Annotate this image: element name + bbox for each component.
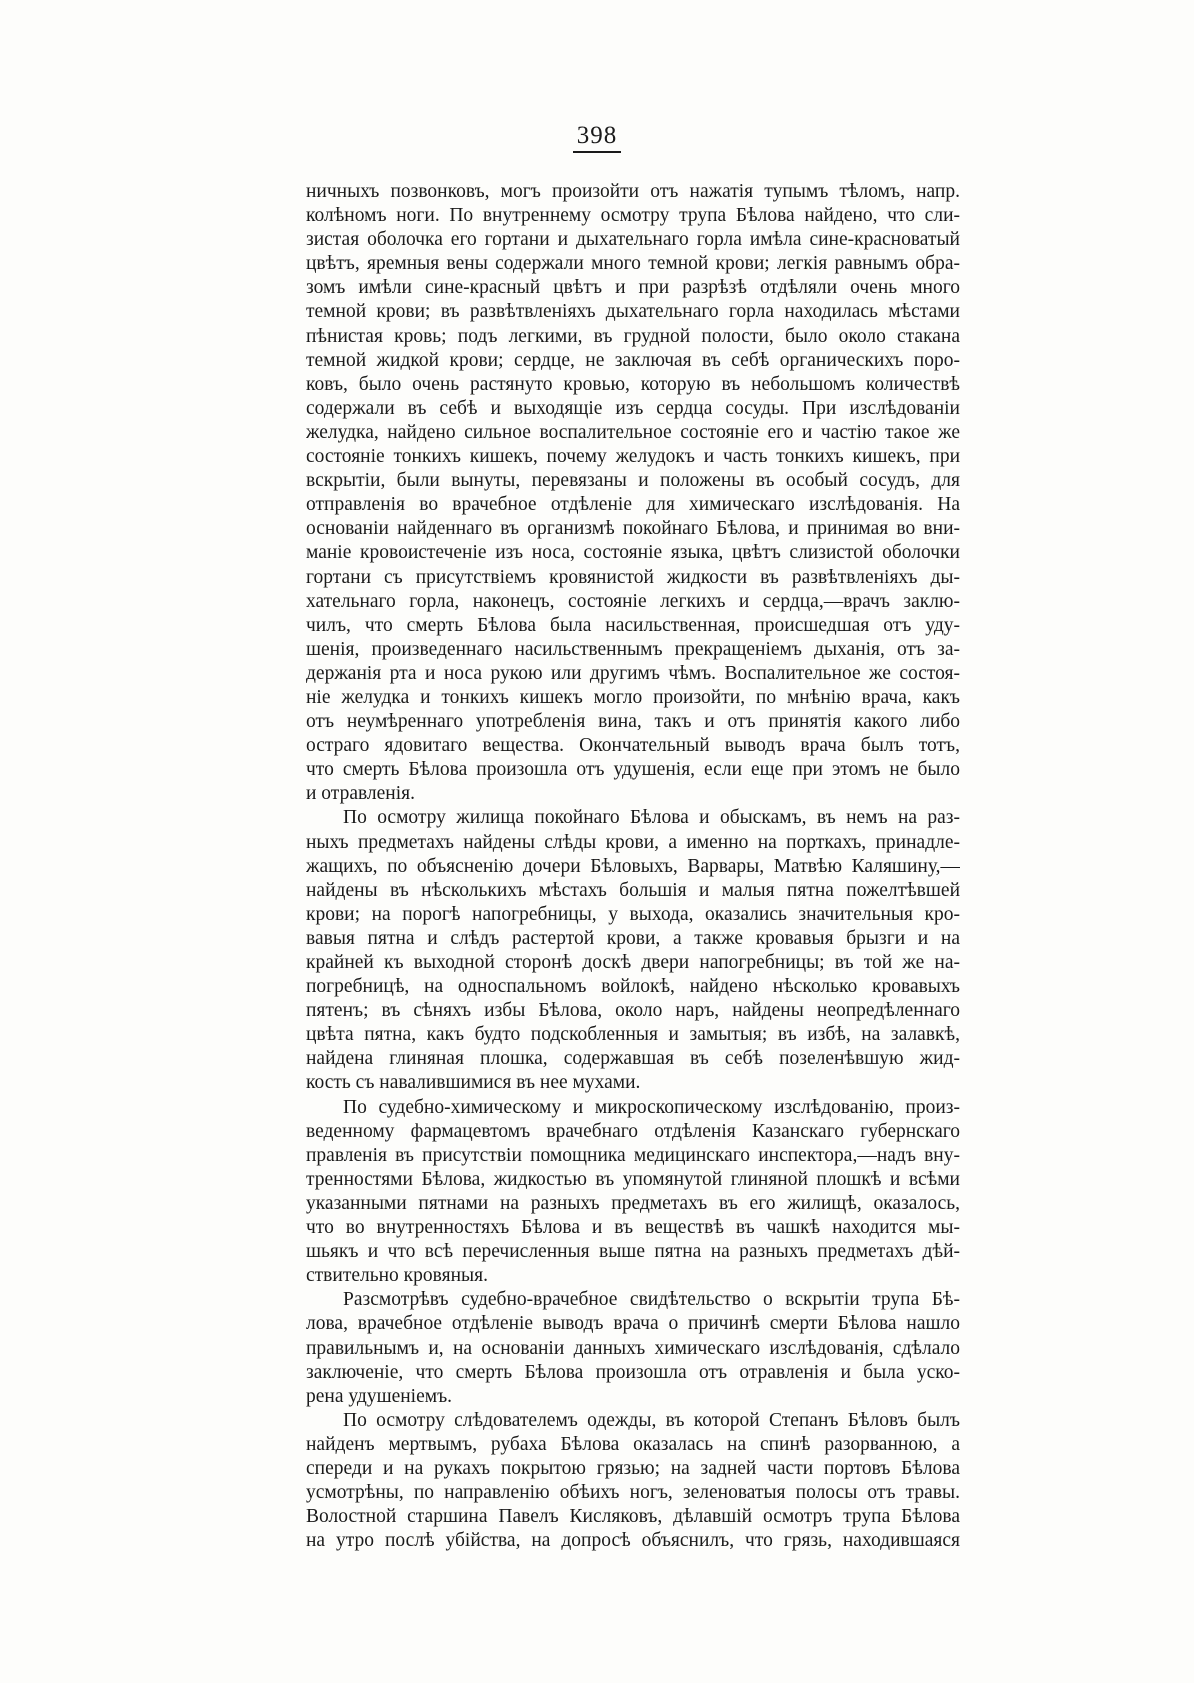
text-line: зомъ имѣли сине-красный цвѣтъ и при разрѣзѣ отдѣляли очень много (306, 277, 960, 299)
text-line: держанія рта и носа рукою или другимъ чѣмъ. Воспалительное же состоя- (306, 662, 960, 684)
text-line: основаніи найденнаго въ организмѣ покойнаго Бѣлова, и принимая во вни- (306, 518, 960, 540)
text-line: содержали въ себѣ и выходящіе изъ сердца сосуды. При изслѣдованіи (306, 397, 960, 419)
text-line: найдены въ нѣсколькихъ мѣстахъ большія и малыя пятна пожелтѣвшей (306, 879, 960, 901)
text-line: Волостной старшина Павелъ Кисляковъ, дѣлавшій осмотръ трупа Бѣлова (306, 1506, 960, 1528)
text-line: веденному фармацевтомъ врачебнаго отдѣленія Казанскаго губернскаго (306, 1120, 960, 1142)
text-line: пятенъ; въ сѣняхъ избы Бѣлова, около наръ, найдены неопредѣленнаго (306, 1000, 960, 1022)
text-line: маніе кровоистеченіе изъ носа, состояніе языка, цвѣтъ слизистой оболочки (306, 542, 960, 564)
text-line: отправленія во врачебное отдѣленіе для химическаго изслѣдованія. На (306, 494, 960, 516)
text-line: цвѣтъ, яремныя вены содержали много темной крови; легкія равнымъ обра- (306, 253, 960, 275)
paragraph (306, 1288, 960, 1408)
text-line: ныхъ предметахъ найдены слѣды крови, а именно на порткахъ, принадле- (306, 831, 960, 853)
text-line: По осмотру слѣдователемъ одежды, въ которой Степанъ Бѣловъ былъ (343, 1409, 960, 1431)
paragraph (306, 180, 960, 806)
text-line: правильнымъ и, на основаніи данныхъ химическаго изслѣдованія, сдѣлало (306, 1337, 960, 1359)
text-line: По осмотру жилища покойнаго Бѣлова и обыскамъ, въ немъ на раз- (343, 807, 960, 829)
text-line: гортани съ присутствіемъ кровянистой жидкости въ развѣтвленіяхъ ды- (306, 566, 960, 588)
text-line: вскрытіи, были вынуты, перевязаны и положены въ особый сосудъ, для (306, 470, 960, 492)
text-line: что во внутренностяхъ Бѣлова и въ веществѣ въ чашкѣ находится мы- (306, 1217, 960, 1239)
text-line: ничныхъ позвонковъ, могъ произойти отъ нажатія тупымъ тѣломъ, напр. (306, 181, 960, 202)
text-line: спереди и на рукахъ покрытою грязью; на задней части портовъ Бѣлова (306, 1457, 960, 1479)
text-line: рена удушеніемъ. (306, 1385, 453, 1407)
text-line: шьякъ и что всѣ перечисленныя выше пятна на разныхъ предметахъ дѣй- (306, 1241, 960, 1263)
text-line: зистая оболочка его гортани и дыхательнаго горла имѣла сине-красноватый (306, 229, 960, 251)
text-line: кость съ навалившимися въ нее мухами. (306, 1072, 641, 1094)
text-line: Разсмотрѣвъ судебно-врачебное свидѣтельство о вскрытіи трупа Бѣ- (343, 1289, 960, 1311)
text-line: заключеніе, что смерть Бѣлова произошла отъ отравленія и была уско- (306, 1361, 960, 1383)
text-line: желудка, найдено сильное воспалительное состояніе его и частію такое же (306, 421, 960, 443)
paragraph (306, 1409, 960, 1554)
text-line: правленія въ присутствіи помощника медицинскаго инспектора,—надъ вну- (306, 1144, 960, 1166)
page-number-text: 398 (573, 122, 622, 153)
text-line: крови; на порогѣ напогребницы, у выхода, оказались значительныя кро- (306, 903, 960, 925)
text-line: темной жидкой крови; сердце, не заключая въ себѣ органическихъ поро- (306, 349, 960, 371)
text-line: и отравленія. (306, 783, 416, 805)
text-line: что смерть Бѣлова произошла отъ удушенія, если еще при этомъ не было (306, 759, 960, 781)
text-line: колѣномъ ноги. По внутреннему осмотру трупа Бѣлова найдено, что сли- (306, 205, 960, 227)
text-line: состояніе тонкихъ кишекъ, почему желудокъ и часть тонкихъ кишекъ, при (306, 446, 960, 468)
page-number (0, 122, 1194, 153)
text-line: крайней къ выходной сторонѣ доскѣ двери напогребницы; въ той же на- (306, 952, 960, 973)
text-line: остраго ядовитаго вещества. Окончательный выводъ врача былъ тотъ, (306, 735, 960, 757)
text-line: лова, врачебное отдѣленіе выводъ врача о причинѣ смерти Бѣлова нашло (306, 1313, 960, 1335)
paragraph (306, 1096, 960, 1289)
text-line: тренностями Бѣлова, жидкостью въ упомянутой глиняной плошкѣ и всѣми (306, 1168, 960, 1190)
text-line: вавыя пятна и слѣдъ растертой крови, а также кровавыя брызги и на (306, 927, 960, 949)
text-line: ковъ, было очень растянуто кровью, которую въ небольшомъ количествѣ (306, 373, 960, 395)
text-line: найденъ мертвымъ, рубаха Бѣлова оказалась на спинѣ разорванною, а (306, 1433, 960, 1455)
text-line: хательнаго горла, наконецъ, состояніе легкихъ и сердца,—врачъ заклю- (306, 590, 960, 612)
text-line: темной крови; въ развѣтвленіяхъ дыхательнаго горла находилась мѣстами (306, 301, 960, 323)
text-line: пѣнистая кровь; подъ легкими, въ грудной полости, было около стакана (306, 325, 960, 347)
text-line: на утро послѣ убійства, на допросѣ объяснилъ, что грязь, находившаяся (306, 1530, 960, 1552)
text-line: ствительно кровяныя. (306, 1265, 488, 1287)
text-line: отъ неумѣреннаго употребленія вина, такъ и отъ принятія какого либо (306, 711, 960, 733)
text-line: цвѣта пятна, какъ будто подскобленныя и замытыя; въ избѣ, на залавкѣ, (306, 1024, 960, 1046)
text-line: ніе желудка и тонкихъ кишекъ могло произойти, по мнѣнію врача, какъ (306, 686, 960, 708)
body-text (306, 180, 960, 1553)
text-line: чилъ, что смерть Бѣлова была насильственная, происшедшая отъ уду- (306, 614, 960, 636)
text-line: По судебно-химическому и микроскопическому изслѣдованію, произ- (343, 1096, 960, 1118)
text-line: погребницѣ, на односпальномъ войлокѣ, найдено нѣсколько кровавыхъ (306, 976, 960, 998)
text-line: усмотрѣны, по направленію обѣихъ ногъ, зеленоватыя полосы отъ травы. (306, 1482, 960, 1504)
text-line: жащихъ, по объясненію дочери Бѣловыхъ, Варвары, Матвѣю Каляшину,— (306, 855, 960, 877)
text-line: найдена глиняная плошка, содержавшая въ себѣ позеленѣвшую жид- (306, 1048, 960, 1070)
paragraph (306, 806, 960, 1095)
text-line: шенія, произведеннаго насильственнымъ прекращеніемъ дыханія, отъ за- (306, 638, 960, 660)
text-line: указанными пятнами на разныхъ предметахъ въ его жилищѣ, оказалось, (306, 1192, 960, 1214)
